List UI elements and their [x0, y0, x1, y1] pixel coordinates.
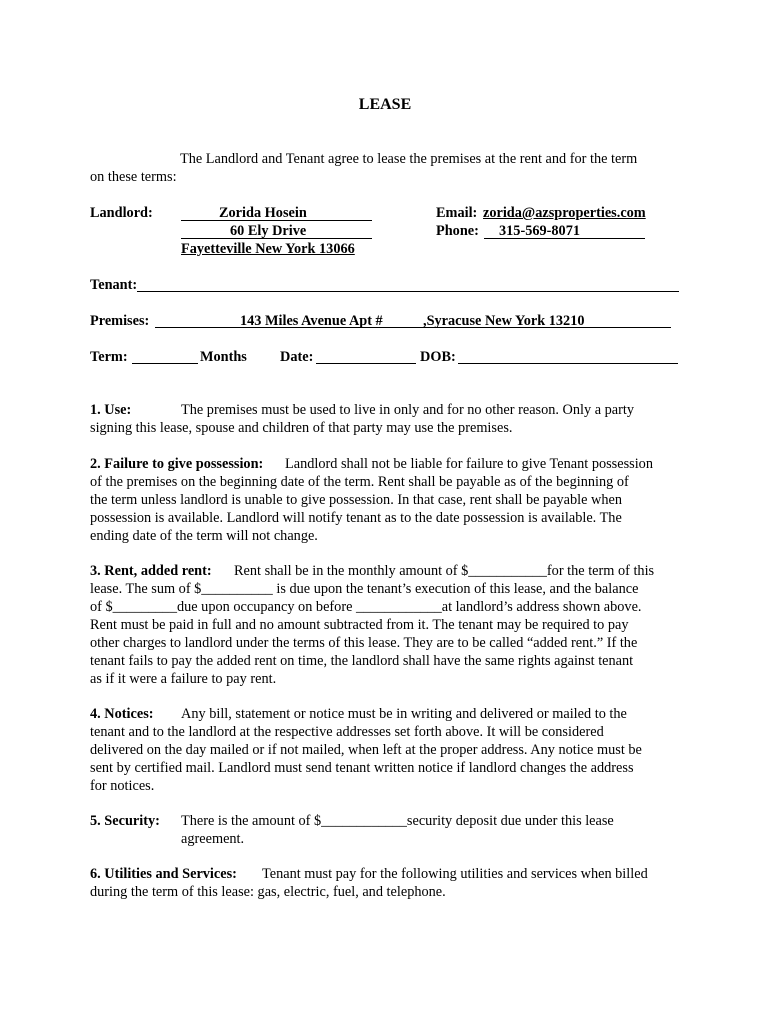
landlord-name: Zorida Hosein — [219, 205, 307, 221]
tenant-label: Tenant: — [90, 277, 138, 293]
section-rent-line-2: lease. The sum of $__________ is due upon the tenant’s execution of this lease, and the balance — [90, 581, 639, 597]
section-notices-line-2: tenant and to the landlord at the respective addresses set forth above. It will be considered — [90, 724, 604, 740]
section-notices-line-4: sent by certified mail. Landlord must send tenant written notice if landlord changes the address — [90, 760, 634, 776]
section-security-label: 5. Security: — [90, 813, 160, 829]
section-possession-line-4: possession is available. Landlord will notify tenant as to the date possession is available. The — [90, 510, 622, 526]
term-months: Months — [200, 349, 247, 365]
section-rent-line-7: as if it were a failure to pay rent. — [90, 671, 277, 687]
section-use-line-1: The premises must be used to live in only and for no other reason. Only a party — [181, 402, 635, 418]
section-notices-line-5: for notices. — [90, 778, 155, 794]
landlord-phone: 315-569-8071 — [499, 223, 581, 239]
section-utilities-label: 6. Utilities and Services: — [90, 866, 237, 882]
section-rent-line-3: of $_________due upon occupancy on before ____________at landlord’s address shown above. — [90, 599, 642, 615]
section-notices-line-1: Any bill, statement or notice must be in writing and delivered or mailed to the — [181, 706, 627, 722]
dob-line[interactable] — [458, 363, 678, 364]
term-months-line[interactable] — [132, 363, 198, 364]
section-rent-line-6: tenant fails to pay the added rent on time, the landlord shall have the same rights against tenant — [90, 653, 634, 669]
email-label: Email: — [436, 205, 478, 221]
section-possession-line-1: Landlord shall not be liable for failure to give Tenant possession — [285, 456, 653, 472]
premises-line[interactable] — [155, 327, 671, 328]
dob-label: DOB: — [420, 349, 456, 365]
section-possession-label: 2. Failure to give possession: — [90, 456, 264, 472]
section-utilities-line-2: during the term of this lease: gas, electric, fuel, and telephone. — [90, 884, 446, 900]
premises-city: ,Syracuse New York 13210 — [423, 313, 585, 329]
phone-label: Phone: — [436, 223, 479, 239]
section-notices-label: 4. Notices: — [90, 706, 154, 722]
section-possession-line-2: of the premises on the beginning date of the term. Rent shall be payable as of the beginning of — [90, 474, 629, 490]
section-rent-line-4: Rent must be paid in full and no amount subtracted from it. The tenant may be required to pay — [90, 617, 629, 633]
section-notices-line-3: delivered on the day mailed or if not mailed, when left at the proper address. Any notice must be — [90, 742, 642, 758]
section-use-line-2: signing this lease, spouse and children of that party may use the premises. — [90, 420, 513, 436]
section-utilities-line-1: Tenant must pay for the following utilities and services when billed — [262, 866, 648, 882]
intro-line-2: on these terms: — [90, 169, 177, 185]
landlord-city: Fayetteville New York 13066 — [181, 241, 355, 257]
section-possession-line-5: ending date of the term will not change. — [90, 528, 318, 544]
section-use-label: 1. Use: — [90, 402, 132, 418]
section-rent-line-5: other charges to landlord under the terms of this lease. They are to be called “added rent.” If the — [90, 635, 638, 651]
section-rent-line-1: Rent shall be in the monthly amount of $___________for the term of this — [234, 563, 655, 579]
date-line[interactable] — [316, 363, 416, 364]
intro-line-1: The Landlord and Tenant agree to lease the premises at the rent and for the term — [180, 151, 638, 167]
landlord-email: zorida@azsproperties.com — [483, 205, 646, 221]
tenant-name-line[interactable] — [137, 291, 679, 292]
landlord-label: Landlord: — [90, 205, 153, 221]
premises-address: 143 Miles Avenue Apt # — [240, 313, 383, 329]
term-label: Term: — [90, 349, 128, 365]
section-rent-label: 3. Rent, added rent: — [90, 563, 212, 579]
section-possession-line-3: the term unless landlord is unable to give possession. In that case, rent shall be payable when — [90, 492, 623, 508]
landlord-street: 60 Ely Drive — [230, 223, 307, 239]
section-security-line-2: agreement. — [181, 831, 245, 847]
premises-label: Premises: — [90, 313, 150, 329]
document-title: LEASE — [358, 96, 412, 113]
section-security-line-1: There is the amount of $____________security deposit due under this lease — [181, 813, 614, 829]
date-label: Date: — [280, 349, 314, 365]
